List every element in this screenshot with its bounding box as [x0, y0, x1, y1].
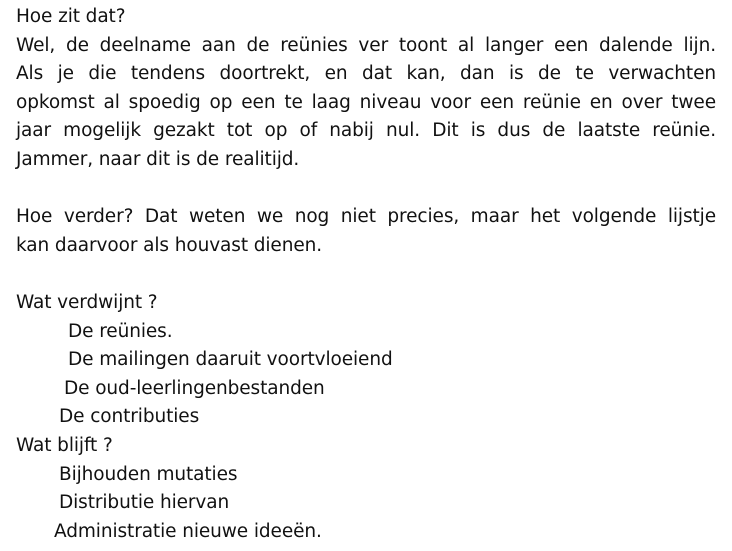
question-heading: Hoe zit dat? — [16, 6, 126, 27]
remains-item-distribution: Distributie hiervan — [59, 492, 230, 514]
paragraph-1-line-2: Als je die tendens doortrekt, en dat kan, dan is de te verwachten — [16, 63, 716, 85]
paragraph-2-line-2: kan daarvoor als houvast dienen. — [16, 234, 323, 256]
paragraph-2-line-1: Hoe verder? Dat weten we nog niet precies, maar het volgende lijstje — [16, 206, 716, 228]
paragraph-spacer — [16, 175, 716, 204]
paragraph-1-line-1: Wel, de deelname aan de reünies ver toont al langer een dalende lijn. — [16, 34, 716, 56]
remains-heading: Wat blijft ? — [16, 434, 113, 456]
remains-item-mutations: Bijhouden mutaties — [59, 463, 238, 485]
paragraph-1-line-4: jaar mogelijk gezakt tot op of nabij nul. Dit is dus de laatste reünie. — [16, 120, 716, 142]
disappears-item-contributions: De contributies — [59, 406, 200, 428]
disappears-item-alumni-files: De oud-leerlingenbestanden — [64, 377, 325, 399]
paragraph-spacer — [16, 260, 716, 289]
disappears-item-mailings: De mailingen daaruit voortvloeiend — [68, 349, 393, 371]
document-body — [16, 3, 716, 546]
remains-item-administration: Administratie nieuwe ideeën. — [54, 520, 322, 542]
paragraph-1-line-3: opkomst al spoedig op een te laag niveau voor een reünie en over twee — [16, 91, 716, 113]
disappears-heading: Wat verdwijnt ? — [16, 291, 158, 313]
disappears-item-reunions: De reünies. — [68, 320, 173, 342]
paragraph-1-line-5: Jammer, naar dit is de realitijd. — [16, 148, 300, 170]
